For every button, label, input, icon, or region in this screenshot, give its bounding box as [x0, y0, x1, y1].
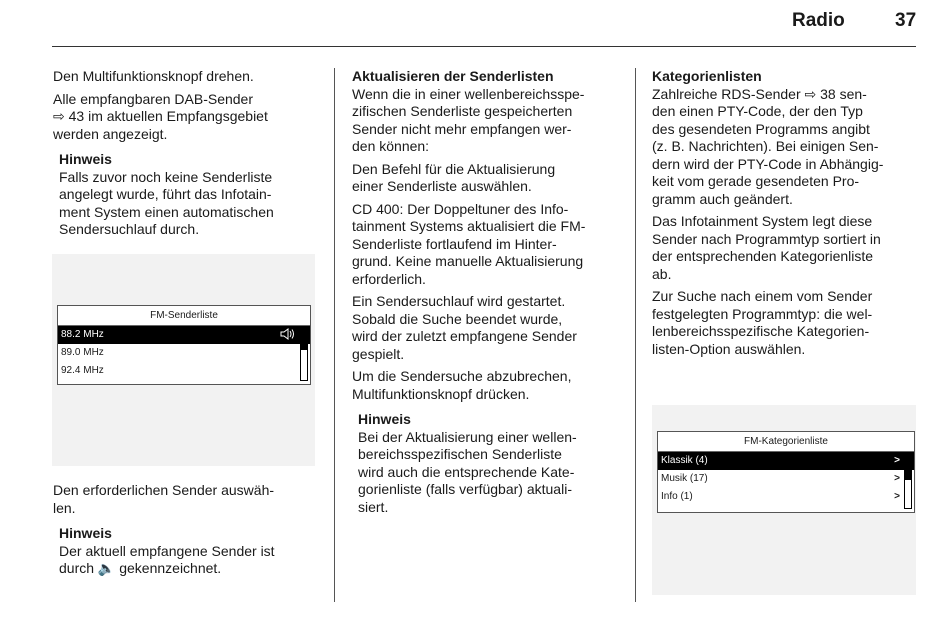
scrollbar[interactable] — [904, 453, 912, 509]
header-divider — [52, 46, 916, 47]
paragraph: Den erforderlichen Sender auswäh- len. — [53, 482, 275, 516]
scrollbar-thumb[interactable] — [905, 454, 911, 480]
paragraph: Zur Suche nach einem vom Sender festgelegten Programmtyp: die wel- lenbereichsspezifische Kategorien- listen-Option auswählen. — [652, 288, 873, 357]
list-item[interactable]: 92.4 MHz — [61, 365, 104, 376]
section-title: Radio — [792, 10, 845, 31]
screen-title: FM-Kategorienliste — [658, 432, 914, 452]
note-box: Hinweis Bei der Aktualisierung einer wellen- bereichsspezifischen Senderliste wird auch die entsprechende Kate- gorienliste (falls verfügbar) aktuali- siert. — [358, 411, 622, 516]
column-divider — [635, 68, 636, 602]
note-heading: Hinweis — [59, 151, 112, 167]
chevron-right-icon: > — [894, 491, 900, 502]
column-2 — [352, 68, 622, 516]
list-item[interactable]: Klassik (4) > — [658, 452, 914, 470]
note-heading: Hinweis — [358, 411, 411, 427]
paragraph: Das Infotainment System legt diese Sender nach Programmtyp sortiert in der entsprechenden Kategorienliste ab. — [652, 213, 881, 282]
list-item[interactable]: 88.2 MHz — [58, 326, 310, 344]
paragraph: Um die Sendersuche abzubrechen, Multifunktionsknopf drücken. — [352, 368, 572, 402]
speaker-icon — [280, 326, 296, 344]
fm-station-list-screen — [57, 305, 311, 385]
chevron-right-icon: > — [894, 455, 900, 466]
column-1-lower — [53, 482, 323, 578]
paragraph: Alle empfangbaren DAB-Sender ⇨ 43 im aktuellen Empfangsgebiet werden angezeigt. — [53, 90, 268, 142]
screen-title: FM-Senderliste — [58, 306, 310, 326]
page-number: 37 — [895, 10, 917, 31]
column-1 — [53, 68, 323, 239]
paragraph: Wenn die in einer wellenbereichsspe- zifischen Senderliste gespeicherten Sender nicht mehr empfangen wer- den können: — [352, 85, 585, 154]
list-item[interactable]: 89.0 MHz — [61, 347, 104, 358]
list-item[interactable]: Info (1) > — [658, 488, 914, 506]
paragraph: CD 400: Der Doppeltuner des Info- tainment Systems aktualisiert die FM- Senderliste fortlaufend im Hinter- grund. Keine manuelle Aktualisierung erforderlich. — [352, 200, 586, 287]
paragraph: Zahlreiche RDS-Sender ⇨ 38 sen- den einen PTY-Code, der den Typ des gesendeten Programms angibt (z. B. Nachrichten). Bei einigen Sen- dern wird der PTY-Code in Abhängig- keit vom gerade gesendeten Pro- gramm auch geändert. — [652, 85, 884, 207]
scrollbar-thumb[interactable] — [301, 328, 307, 350]
fm-category-list-screen — [657, 431, 915, 513]
chevron-right-icon: > — [894, 473, 900, 484]
column-divider — [334, 68, 335, 602]
scrollbar[interactable] — [300, 327, 308, 381]
paragraph: Den Multifunktionsknopf drehen. — [53, 68, 254, 84]
section-heading: Kategorienlisten — [652, 68, 762, 84]
note-heading: Hinweis — [59, 525, 112, 541]
note-box: Hinweis Der aktuell empfangene Sender ist durch 🔈 gekennzeichnet. — [59, 525, 323, 578]
column-3 — [652, 68, 922, 363]
paragraph: Ein Sendersuchlauf wird gestartet. Sobald die Suche beendet wurde, wird der zuletzt empfangene Sender gespielt. — [352, 293, 577, 362]
note-box: Hinweis Falls zuvor noch keine Senderliste angelegt wurde, führt das Infotain- ment System einen automatischen Sendersuchlauf durch. — [59, 151, 323, 239]
section-heading: Aktualisieren der Senderlisten — [352, 68, 554, 84]
paragraph: Den Befehl für die Aktualisierung einer Senderliste auswählen. — [352, 160, 556, 194]
list-item[interactable]: Musik (17) > — [658, 470, 914, 488]
